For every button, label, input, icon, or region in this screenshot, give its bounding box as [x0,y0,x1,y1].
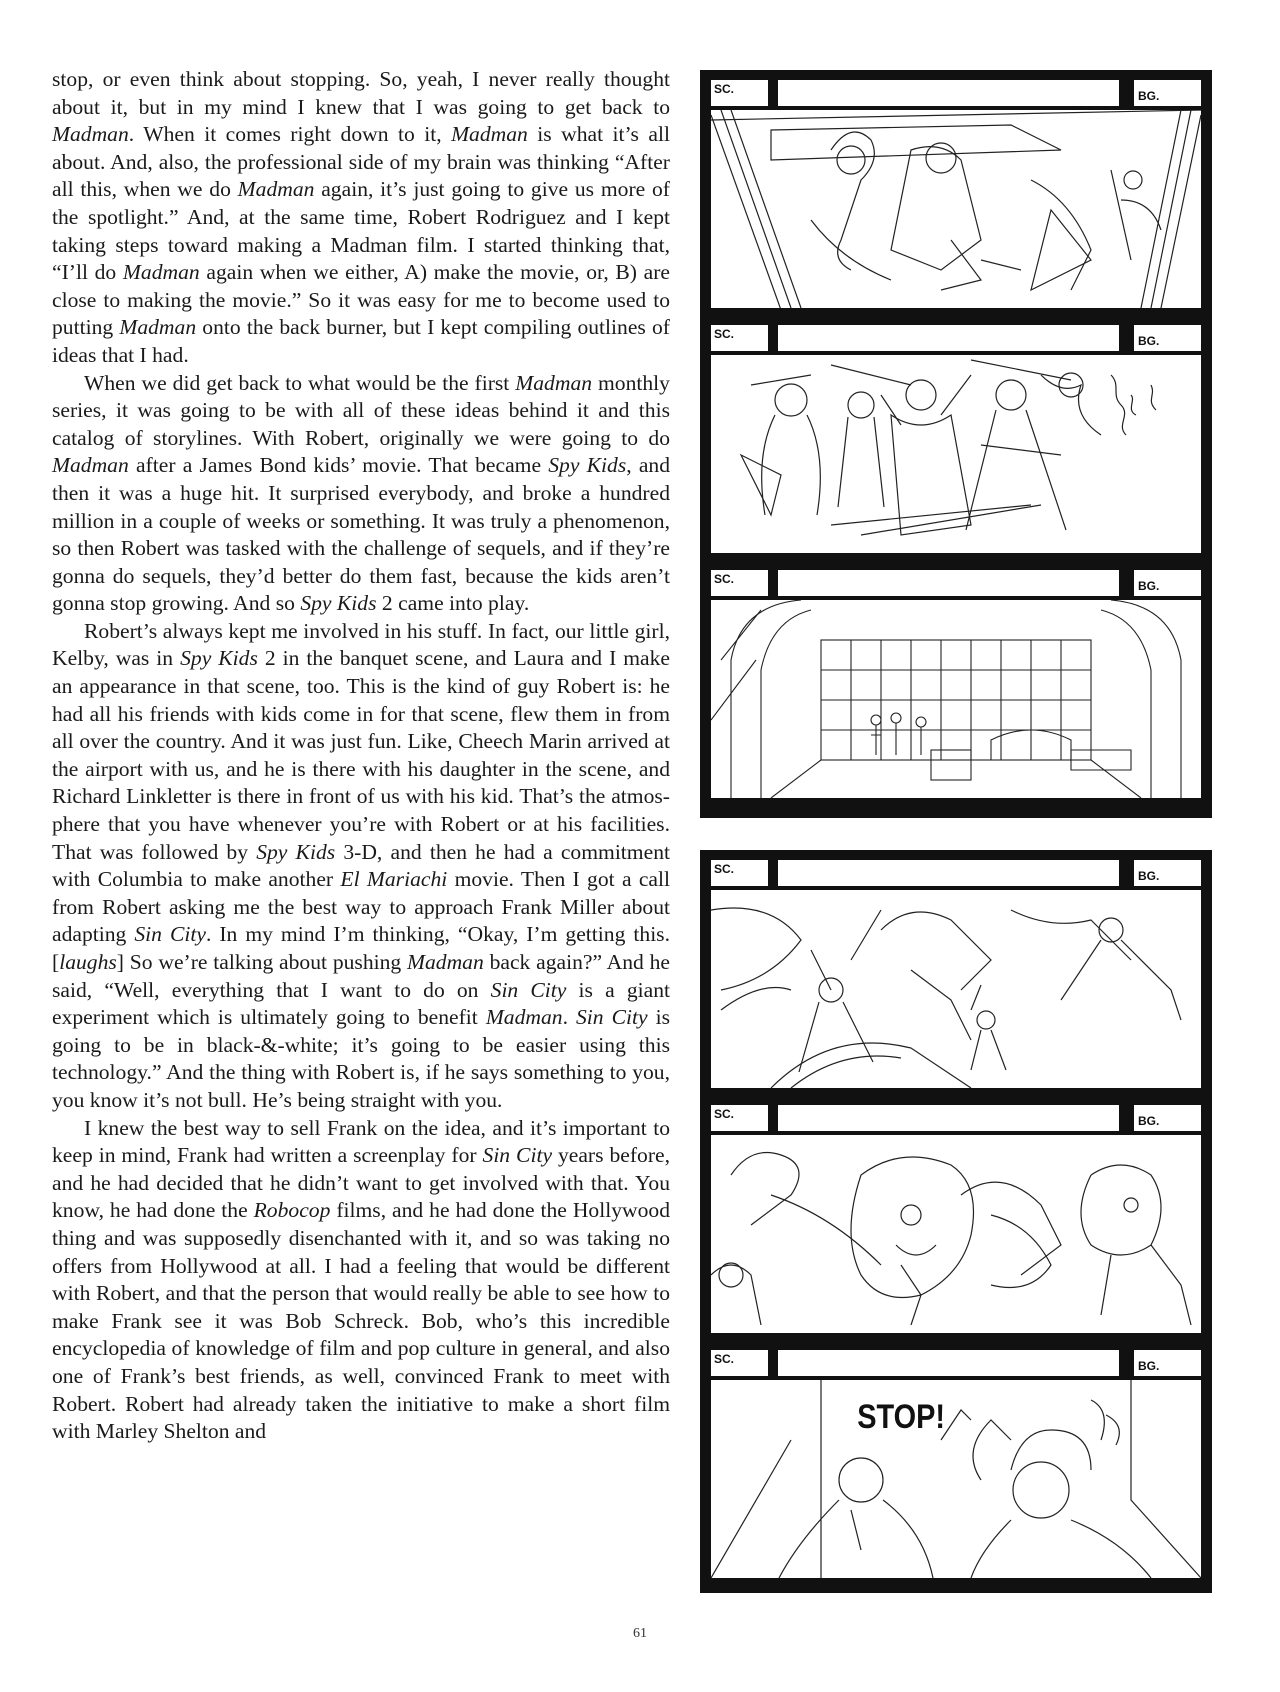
sc-label: SC. [711,325,768,351]
storyboard-panel-5 [711,1135,1201,1333]
storyboard-sheet-1 [700,70,1212,818]
sketch-action-leaping [711,890,1201,1088]
scene-title-box [778,1350,1119,1376]
bg-label: BG. [1131,80,1201,106]
sketch-group-running [711,355,1201,553]
sketch-hangar-interior [711,600,1201,798]
sc-label: SC. [711,1105,768,1131]
sc-label: SC. [711,570,768,596]
sketch-stop-confrontation [711,1380,1201,1578]
slot-header [711,1105,1201,1131]
sc-label: SC. [711,80,768,106]
sketch-characters-crawling [711,110,1201,308]
slot-header [711,570,1201,596]
storyboard-panel-6 [711,1380,1201,1578]
bg-label: BG. [1131,325,1201,351]
scene-title-box [778,325,1119,351]
bg-label: BG. [1131,1350,1201,1376]
paragraph-4: I knew the best way to sell Frank on the idea, and it’s important to keep in mind, Frank had written a screenplay for Sin City years before, and he had decided that he didn’t want to get involved with that. You know, he had done the Robocop films, and he had done the Hollywood thing and was supposedly disenchanted with it, and so was taking no offers from Hollywood at all. I had a feeling that would be different with Robert, and that the person that would really be able to see how to make Frank see it was Bob Schreck. Bob, who’s this incredible encyclopedia of knowledge of film and pop culture in general, and also one of Frank’s best friends, as well, convinced Frank to meet with Robert. Robert had already taken the initiative to make a short film with Marley Shelton and [52,1115,671,1444]
bg-label: BG. [1131,1105,1201,1131]
storyboard-panel-4 [711,890,1201,1088]
paragraph-1: stop, or even think about stopping. So, yeah, I never really thought about it, but in my mind I knew that I was going to get back to Madman. When it comes right down to it, Madman is what it’s all about. And, also, the professional side of my brain was thinking “After all this, when we do Madman again, it’s just going to give us more of the spotlight.” And, at the same time, Robert Rodriguez and I kept taking steps toward making a Madman film. I started thinking that, “I’ll do Madman again when we either, A) make the movie, or, B) are close to making the movie.” So it was easy for me to become used to putting Madman onto the back burner, but I kept compiling outlines of ideas that I had. [52,67,671,367]
page-number: 61 [633,1626,647,1641]
storyboard-panel-1 [711,110,1201,308]
paragraph-3: Robert’s always kept me involved in his stuff. In fact, our little girl, Kelby, was in Spy Kids 2 in the banquet scene, and Laura and I make an appearance in that scene, too. This is the kind of guy Robert is: he had all his friends with kids come in for that scene, flew them in from all over the country. And it was just fun. Like, Cheech Marin arrived at the airport with us, and he is there with his daughter in the scene, and Richard Linkletter is there in front of us with his kid. That’s the atmosphere that you have whenever you’re with Robert or at his facilities. That was followed by Spy Kids 3-D, and then he had a commitment with Columbia to make another El Mariachi movie. Then I got a call from Robert asking me the best way to approach Frank Miller about adapting Sin City. In my mind I’m thinking, “Okay, I’m getting this. [laughs] So we’re talking about pushing Madman back again?” And he said, “Well, everything that I want to do on Sin City is a giant experiment which is ultimately going to benefit Madman. Sin City is going to be in black-&-white; it’s going to be easier using this technology.” And the thing with Robert is, if he says something to you, you know it’s not bull. He’s being straight with you. [52,618,670,1112]
bg-label: BG. [1131,860,1201,886]
scene-title-box [778,1105,1119,1131]
sc-label: SC. [711,1350,768,1376]
storyboard-panel-3 [711,600,1201,798]
scene-title-box [778,860,1119,886]
slot-header [711,80,1201,106]
body-text-column [52,66,670,1446]
storyboard-panel-2 [711,355,1201,553]
sfx-stop: STOP! [857,1396,945,1436]
scene-title-box [778,80,1119,106]
scene-title-box [778,570,1119,596]
storyboard-sheet-2 [700,850,1212,1593]
slot-header [711,860,1201,886]
sketch-old-man-reaching [711,1135,1201,1333]
paragraph-2: When we did get back to what would be the first Madman monthly series, it was going to be with all of these ideas behind it and this catalog of storylines. With Robert, originally we were going to do Madman after a James Bond kids’ movie. That became Spy Kids, and then it was a huge hit. It surprised everybody, and broke a hundred million in a couple of weeks or something. It was truly a phenomenon, so then Robert was tasked with the challenge of sequels, and if they’re gonna do sequels, they’d better do them fast, because the kids aren’t gonna stop growing. And so Spy Kids 2 came into play. [52,370,670,616]
sc-label: SC. [711,860,768,886]
slot-header [711,325,1201,351]
bg-label: BG. [1131,570,1201,596]
slot-header [711,1350,1201,1376]
